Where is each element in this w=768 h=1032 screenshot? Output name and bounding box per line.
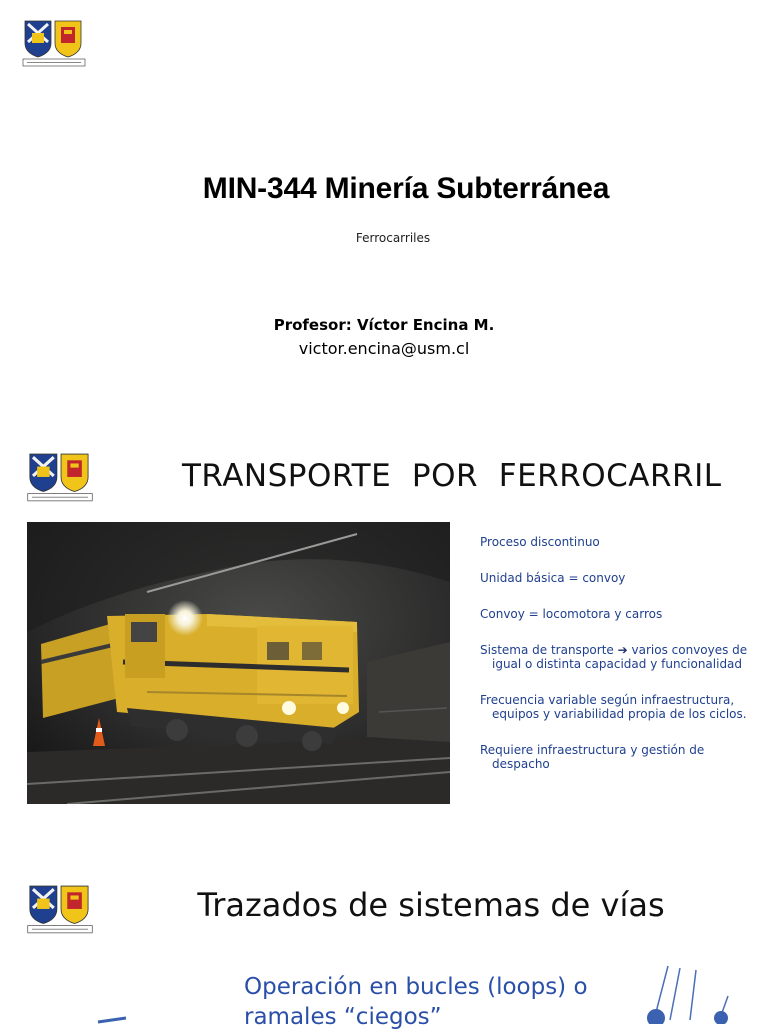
slide-body-text: Operación en bucles (loops) o ramales “ciegos” [244,974,588,1030]
right-arrow-icon: ➔ [617,643,628,657]
bullet-text: Sistema de transporte [480,643,614,657]
bullet-text: Requiere infraestructura y gestión de despacho [480,743,705,771]
bullet-list [480,535,755,793]
bullet-text: Proceso discontinuo [480,535,600,549]
professor-email[interactable]: victor.encina@usm.cl [298,339,470,358]
bullet-item [480,743,755,771]
track-loop-diagram [610,960,760,1029]
slide-title: TRANSPORTE POR FERROCARRIL [182,458,722,494]
bullet-item [480,607,755,621]
track-branch-diagram [96,1010,136,1029]
bullet-item [480,643,755,671]
bullet-item [480,571,755,585]
bullet-item [480,693,755,721]
bullet-item [480,535,755,549]
locomotive-photo [27,522,450,804]
university-crest-logo [25,452,95,504]
bullet-text: Convoy = locomotora y carros [480,607,663,621]
bullet-text: Frecuencia variable según infraestructura, equipos y variabilidad propia de los ciclos. [480,693,747,721]
bullet-text: varios convoyes de igual o distinta capacidad y funcionalidad [492,643,748,671]
slide-title: Trazados de sistemas de vías [197,886,665,924]
course-subtitle: Ferrocarriles [355,231,431,245]
university-crest-logo [21,19,87,69]
professor-name: Profesor: Víctor Encina M. [273,316,495,334]
course-title: MIN-344 Minería Subterránea [202,172,610,205]
bullet-text: Unidad básica = convoy [480,571,626,585]
